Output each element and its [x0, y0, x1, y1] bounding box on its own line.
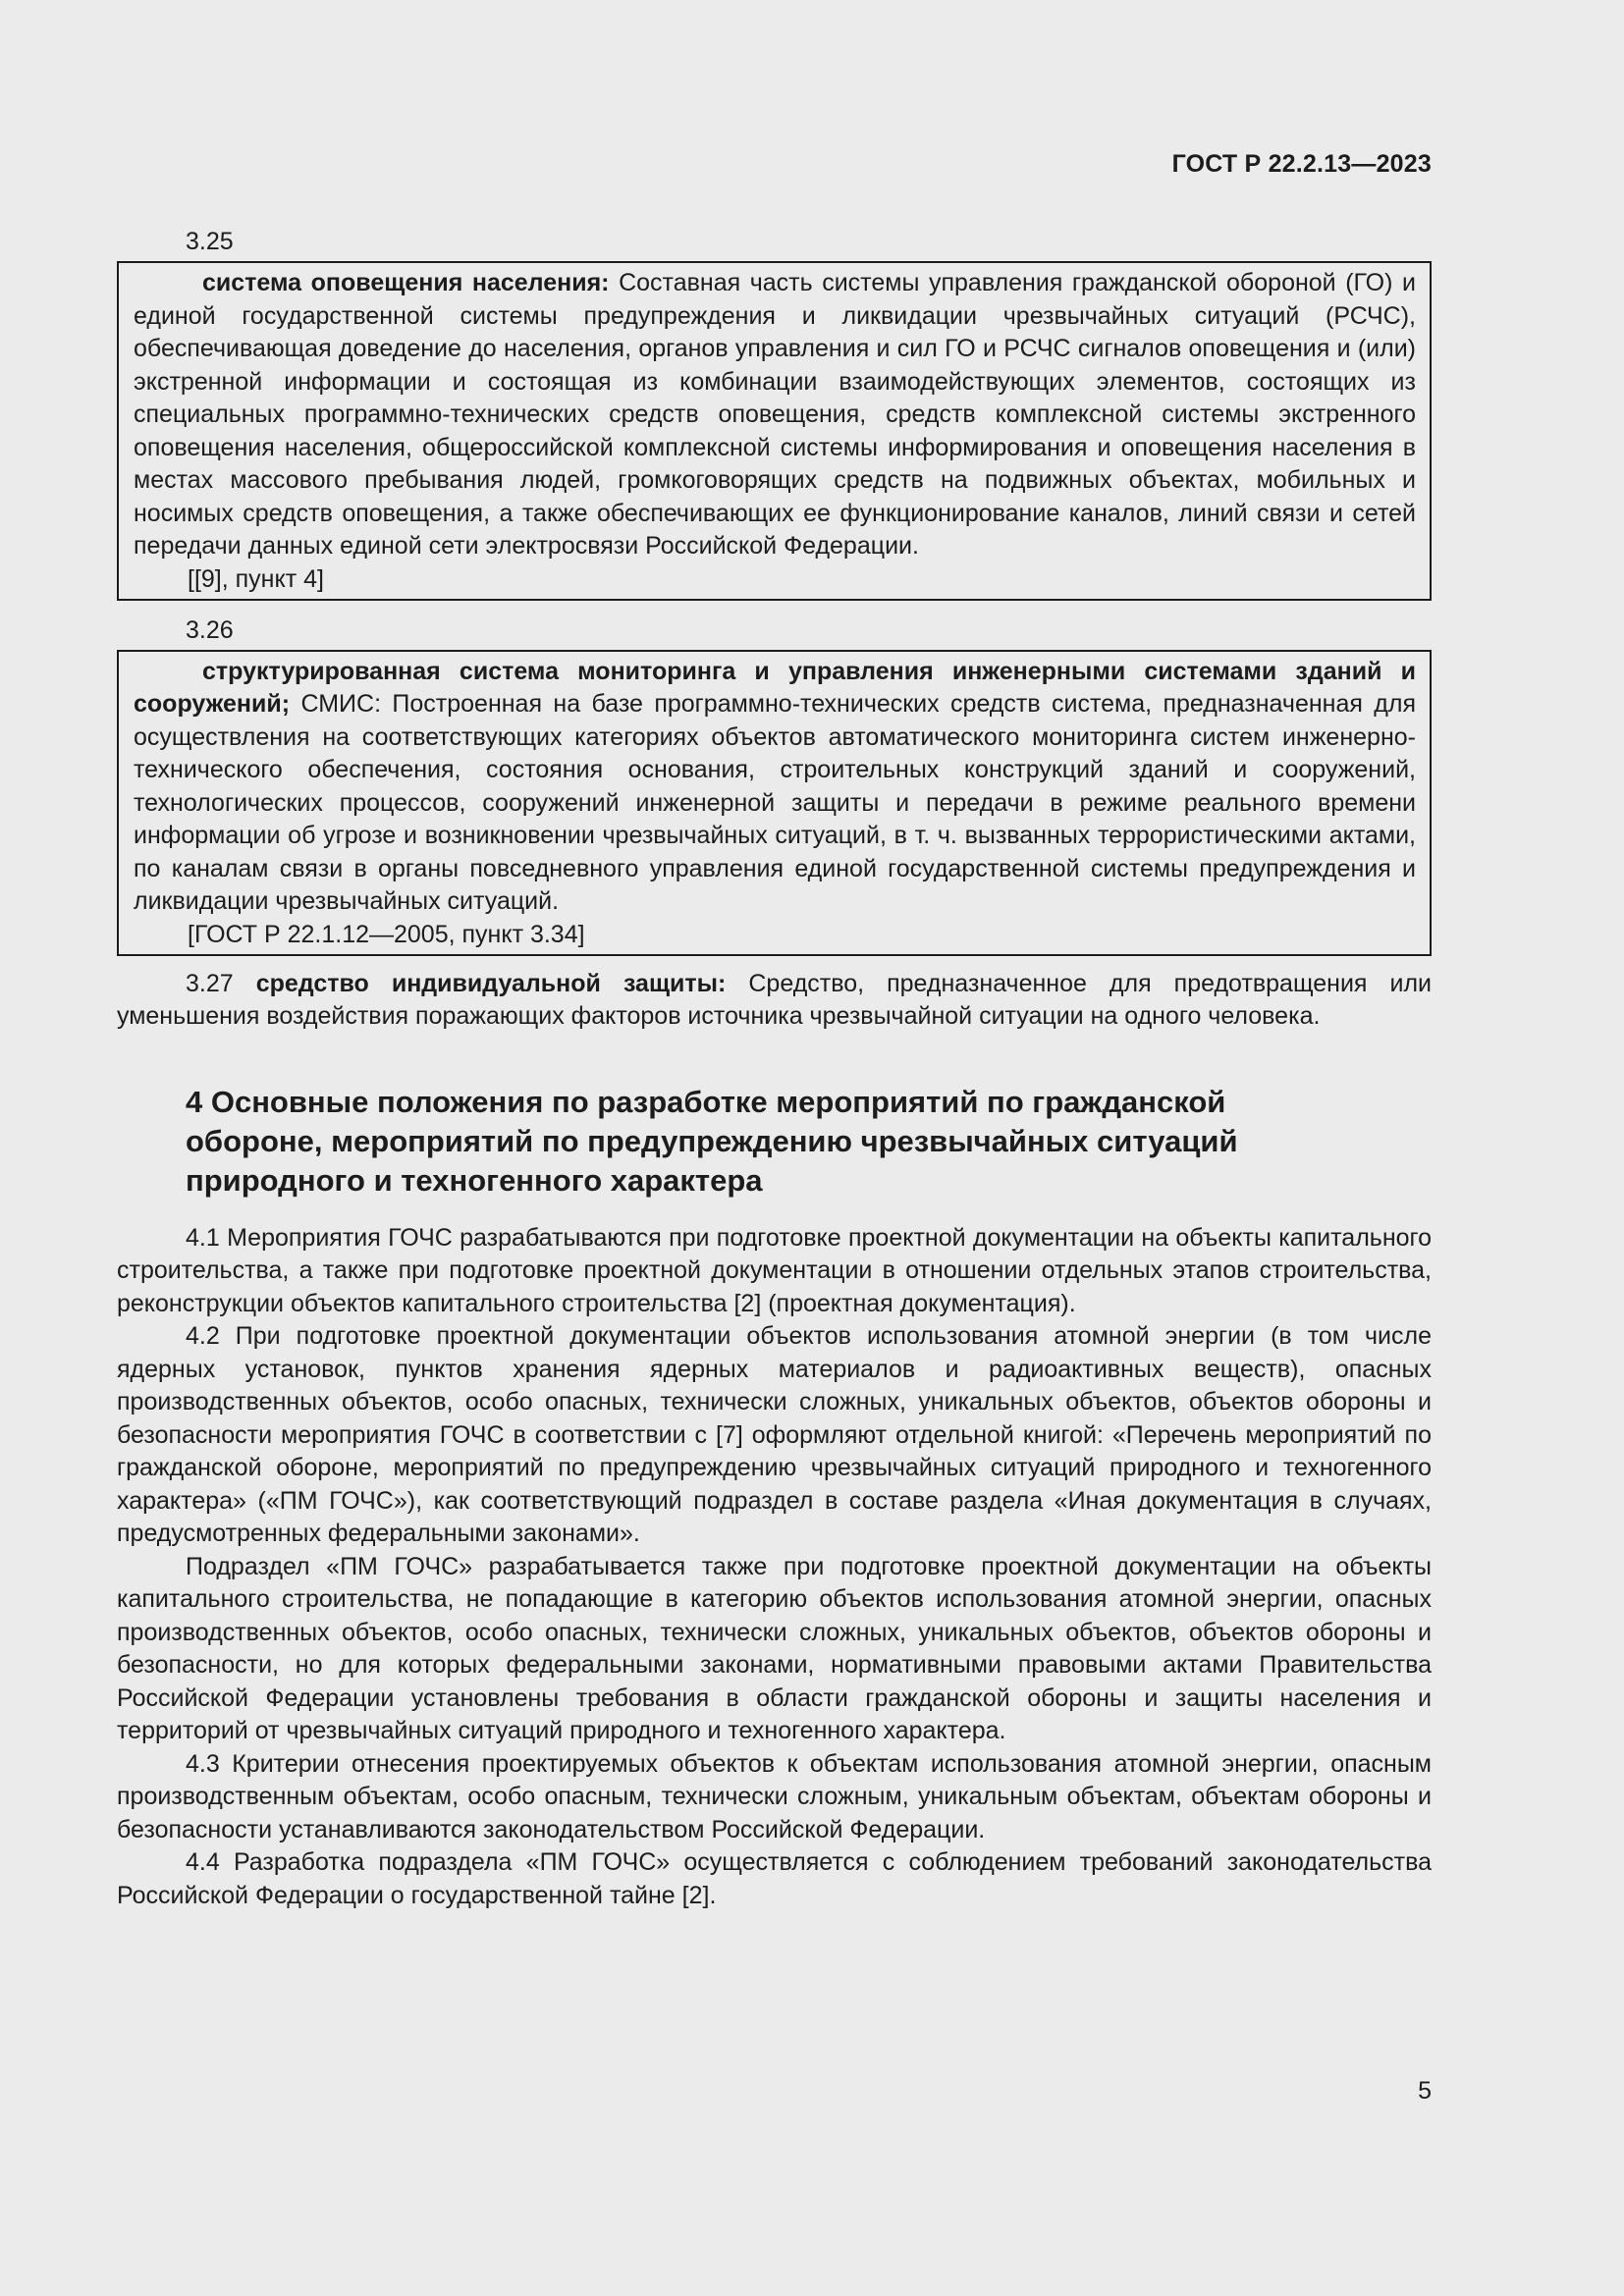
term-definition-3-25: [134, 267, 1416, 563]
term-text-3-25: Составная часть системы управления гражданской обороной (ГО) и единой государственной системы предупреждения и ликвидации чрезвычайных ситуаций (РСЧС), обеспечивающая доведение до населения, органов управления и сил ГО и РСЧС сигналов оповещения и (или) экстренной информации и состоящая из комбинации взаимодействующих элементов, состоящих из специальных программно-технических средств оповещения, средств комплексной системы экстренного оповещения населения, общероссийской комплексной системы информирования и оповещения населения в местах массового пребывания людей, громкоговорящих средств на подвижных объектах, мобильных и носимых средств оповещения, а также обеспечивающих ее функционирование каналов, линий связи и сетей передачи данных единой сети электросвязи Российской Федерации.: [134, 269, 1416, 560]
term-number-3-27: 3.27: [186, 969, 234, 997]
term-title-3-27: средство индивидуальной защиты:: [255, 969, 727, 997]
term-text-3-26: СМИС: Построенная на базе программно-технических средств система, предназначенная для осуществления на соответствующих категориях объектов автоматического мониторинга систем инженерно-технического обеспечения, состояния основания, строительных конструкций зданий и сооружений, технологических процессов, сооружений инженерной защиты и передачи в режиме реального времени информации об угрозе и возникновении чрезвычайных ситуаций, в т. ч. вызванных террористическими актами, по каналам связи в органы повседневного управления единой государственной системы предупреждения и ликвидации чрезвычайных ситуаций.: [134, 690, 1416, 915]
paragraph-4-2: 4.2 При подготовке проектной документации объектов использования атомной энергии (в том числе ядерных установок, пунктов хранения ядерных материалов и радиоактивных веществ), опасных производственных объектов, особо опасных, технически сложных, уникальных объектов, объектов обороны и безопасности мероприятия ГОЧС в соответствии с [7] оформляют отдельной книгой: «Перечень мероприятий по гражданской обороне, мероприятий по предупреждению чрезвычайных ситуаций природного и техногенного характера» («ПМ ГОЧС»), как соответствующий подраздел в составе раздела «Иная документация в случаях, предусмотренных федеральными законами».: [117, 1322, 1432, 1547]
term-title-3-25: система оповещения населения:: [202, 269, 610, 296]
document-content: [117, 224, 1432, 1912]
paragraph-4-2-continued: Подраздел «ПМ ГОЧС» разрабатывается также при подготовке проектной документации на объекты капитального строительства, не попадающие в категорию объектов использования атомной энергии, опасных производственных объектов, особо опасных, технически сложных, уникальных объектов, объектов обороны и безопасности, но для которых федеральными законами, нормативными правовыми актами Правительства Российской Федерации установлены требования в области гражданской обороны и защиты населения и территорий от чрезвычайных ситуаций природного и техногенного характера.: [117, 1552, 1432, 1744]
document-page: [117, 0, 1432, 2296]
term-text-3-27: Средство, предназначенное для предотвращения или уменьшения воздействия поражающих факторов источника чрезвычайной ситуации на одного человека.: [117, 969, 1433, 1030]
section-title: 4 Основные положения по разработке мероприятий по гражданской обороне, мероприятий по предупреждению чрезвычайных ситуаций природного и техногенного характера: [186, 1084, 1238, 1198]
term-source-3-26: [ГОСТ Р 22.1.12—2005, пункт 3.34]: [188, 920, 585, 948]
term-box-3-25: [117, 261, 1432, 601]
page-number: 5: [1418, 2077, 1432, 2105]
term-source-3-25: [[9], пункт 4]: [188, 564, 324, 593]
term-definition-3-27: [117, 968, 1432, 1034]
paragraph-4-3: 4.3 Критерии отнесения проектируемых объектов к объектам использования атомной энергии, опасным производственным объектам, особо опасным, технически сложным, уникальным объектам, объектам обороны и безопасности устанавливаются законодательством Российской Федерации.: [117, 1749, 1432, 1843]
term-box-3-26: [117, 650, 1432, 956]
term-definition-3-26: [134, 656, 1416, 919]
paragraph-4-1: 4.1 Мероприятия ГОЧС разрабатываются при подготовке проектной документации на объекты капитального строительства, а также при подготовке проектной документации в отношении отдельных этапов строительства, реконструкции объектов капитального строительства [2] (проектная документация).: [117, 1223, 1432, 1317]
term-number-3-25: 3.25: [186, 228, 234, 255]
paragraph-4-4: 4.4 Разработка подраздела «ПМ ГОЧС» осуществляется с соблюдением требований законодательства Российской Федерации о государственной тайне [2].: [117, 1848, 1432, 1909]
term-title-3-26: структурированная система мониторинга и управления инженерными системами зданий и сооружений;: [134, 657, 1416, 718]
term-number-3-26: 3.26: [186, 615, 234, 644]
standard-header: ГОСТ Р 22.2.13—2023: [1171, 150, 1432, 178]
